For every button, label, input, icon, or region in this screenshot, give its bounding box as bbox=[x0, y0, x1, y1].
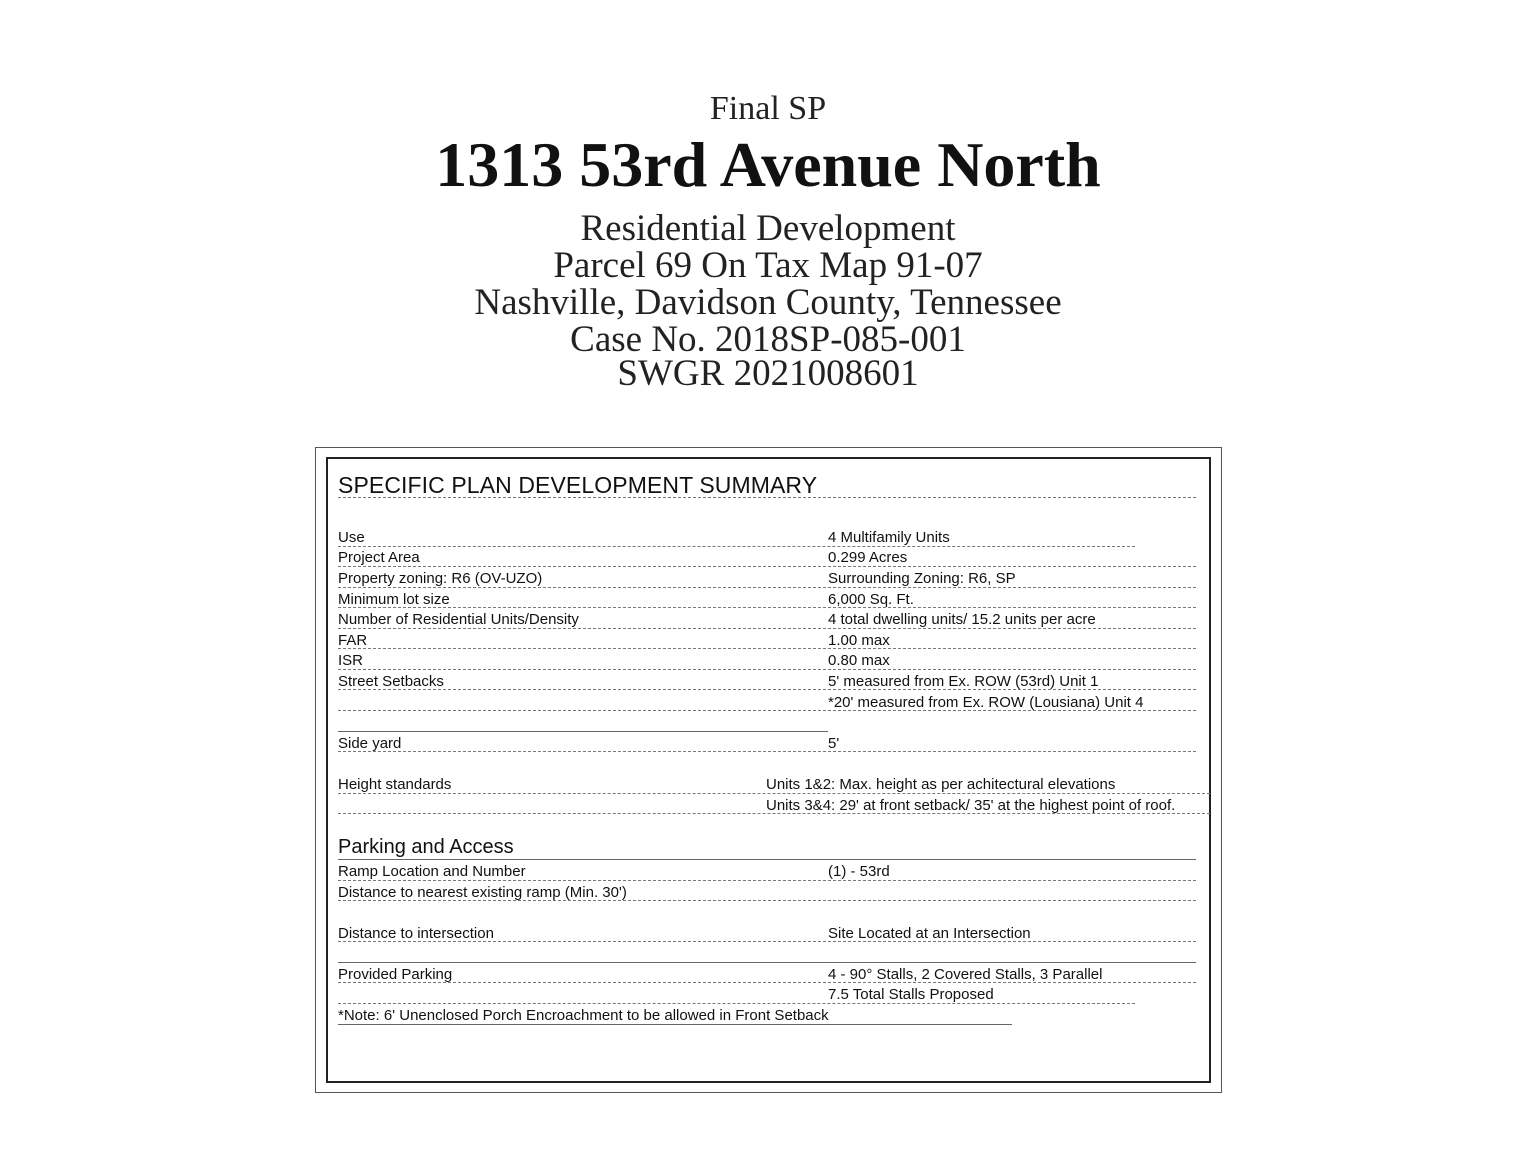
row-use-label: Use bbox=[338, 529, 365, 546]
row-height-label: Height standards bbox=[338, 776, 452, 793]
row-zoning-label: Property zoning: R6 (OV-UZO) bbox=[338, 570, 543, 587]
row-rule bbox=[338, 751, 1196, 752]
row-rule bbox=[338, 587, 1196, 588]
row-parking-value: 4 - 90° Stalls, 2 Covered Stalls, 3 Parallel bbox=[828, 966, 1103, 983]
summary-inner-frame bbox=[326, 457, 1211, 1083]
row-side-yard-value: 5' bbox=[828, 735, 840, 752]
row-rule bbox=[338, 880, 1196, 881]
row-rule bbox=[338, 566, 1196, 567]
row-rule bbox=[338, 607, 1196, 608]
row-rule bbox=[338, 689, 1196, 690]
row-density-value: 4 total dwelling units/ 15.2 units per acre bbox=[828, 611, 1096, 628]
row-rule bbox=[338, 710, 1196, 711]
row-street-setbacks-2-value: *20' measured from Ex. ROW (Lousiana) Unit 4 bbox=[828, 694, 1144, 711]
row-rule bbox=[338, 982, 1196, 983]
header-line-location: Nashville, Davidson County, Tennessee bbox=[474, 282, 1062, 323]
row-street-setbacks-label: Street Setbacks bbox=[338, 673, 444, 690]
row-rule bbox=[338, 813, 1210, 814]
row-rule bbox=[338, 900, 1196, 901]
row-intersection-label: Distance to intersection bbox=[338, 925, 494, 942]
row-isr-label: ISR bbox=[338, 652, 364, 669]
header-line-swgr: SWGR 2021008601 bbox=[617, 353, 919, 394]
row-density-label: Number of Residential Units/Density bbox=[338, 611, 579, 628]
row-use-value: 4 Multifamily Units bbox=[828, 529, 950, 546]
row-zoning-value: Surrounding Zoning: R6, SP bbox=[828, 570, 1016, 587]
header-line-case-number: Case No. 2018SP-085-001 bbox=[570, 319, 966, 360]
row-rule bbox=[338, 669, 1196, 670]
row-side-yard-label: Side yard bbox=[338, 735, 402, 752]
row-ramp-value: (1) - 53rd bbox=[828, 863, 890, 880]
blank-row-rule bbox=[338, 962, 1196, 963]
porch-note: *Note: 6' Unenclosed Porch Encroachment to be allowed in Front Setback bbox=[338, 1007, 829, 1024]
header-line-parcel: Parcel 69 On Tax Map 91-07 bbox=[553, 245, 983, 286]
row-ramp-distance-label: Distance to nearest existing ramp (Min. 30') bbox=[338, 884, 627, 901]
row-rule bbox=[338, 1003, 1135, 1004]
row-lot-size-label: Minimum lot size bbox=[338, 591, 450, 608]
row-height-value-2: Units 3&4: 29' at front setback/ 35' at the highest point of roof. bbox=[766, 797, 1176, 814]
summary-title-rule bbox=[338, 497, 1196, 498]
row-project-area-value: 0.299 Acres bbox=[828, 549, 908, 566]
row-lot-size-value: 6,000 Sq. Ft. bbox=[828, 591, 914, 608]
blank-row-rule bbox=[338, 731, 828, 732]
note-rule bbox=[338, 1024, 1012, 1025]
row-rule bbox=[338, 793, 1210, 794]
row-stalls-value: 7.5 Total Stalls Proposed bbox=[828, 986, 994, 1003]
parking-heading: Parking and Access bbox=[338, 836, 514, 858]
row-intersection-value: Site Located at an Intersection bbox=[828, 925, 1031, 942]
row-rule bbox=[338, 546, 1135, 547]
summary-title: SPECIFIC PLAN DEVELOPMENT SUMMARY bbox=[338, 472, 818, 498]
plan-type-label: Final SP bbox=[709, 90, 827, 127]
row-ramp-label: Ramp Location and Number bbox=[338, 863, 526, 880]
parking-heading-rule bbox=[338, 859, 1196, 860]
row-street-setbacks-value: 5' measured from Ex. ROW (53rd) Unit 1 bbox=[828, 673, 1099, 690]
row-parking-label: Provided Parking bbox=[338, 966, 453, 983]
row-height-value-1: Units 1&2: Max. height as per achitectural elevations bbox=[766, 776, 1116, 793]
project-title: 1313 53rd Avenue North bbox=[435, 129, 1101, 200]
row-far-value: 1.00 max bbox=[828, 632, 890, 649]
row-isr-value: 0.80 max bbox=[828, 652, 890, 669]
header-line-development: Residential Development bbox=[580, 208, 956, 249]
row-rule bbox=[338, 628, 1196, 629]
row-rule bbox=[338, 648, 1196, 649]
row-far-label: FAR bbox=[338, 632, 368, 649]
row-project-area-label: Project Area bbox=[338, 549, 420, 566]
row-rule bbox=[338, 941, 1196, 942]
